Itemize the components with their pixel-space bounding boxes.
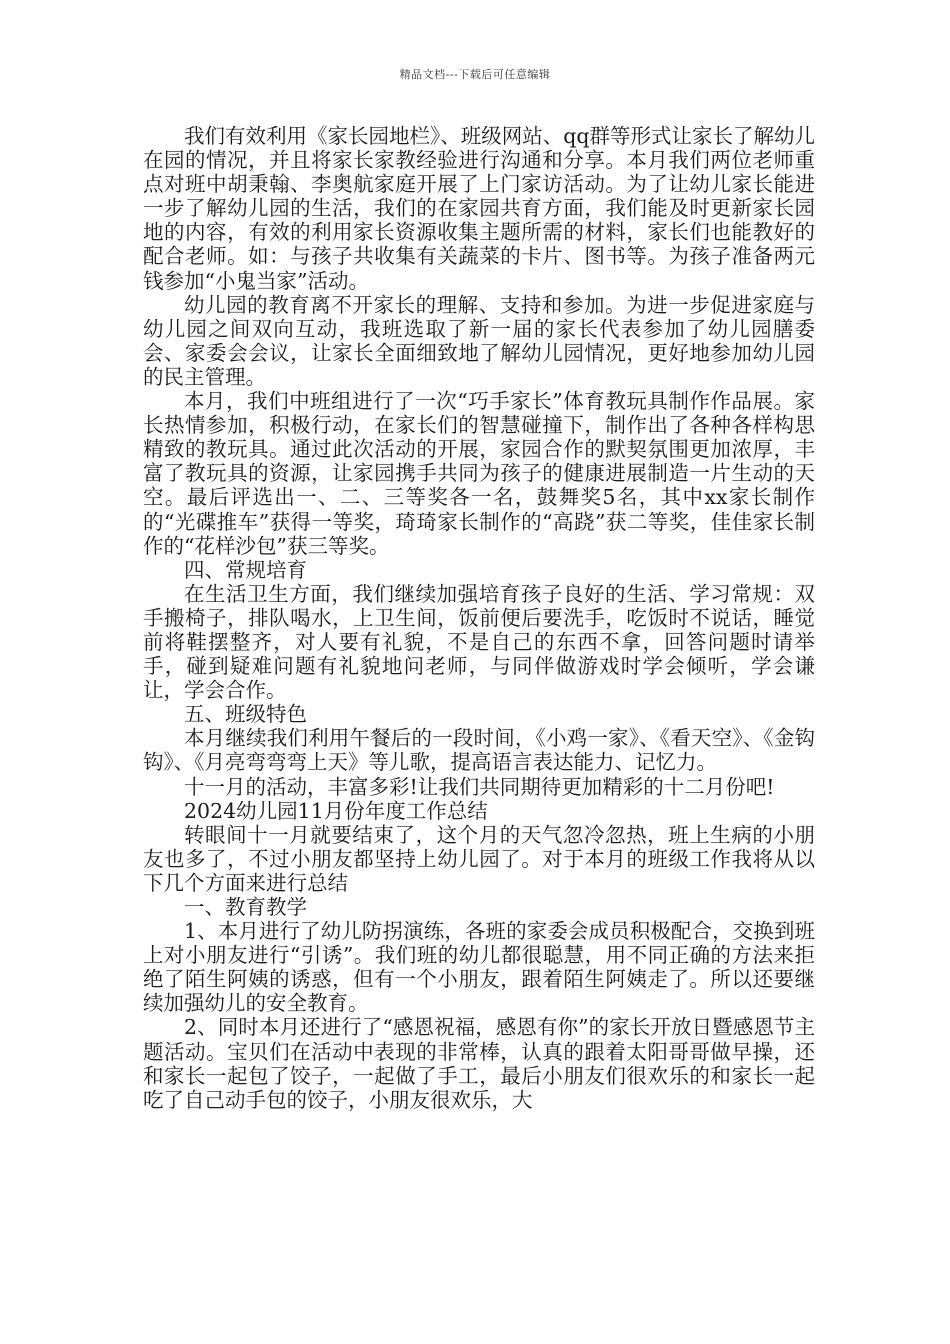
paragraph-introduction: 转眼间十一月就要结束了，这个月的天气忽冷忽热，班上生病的小朋友也多了，不过小朋友都坚持上幼儿园了。对于本月的班级工作我将从以下几个方面来进行总结	[143, 822, 815, 895]
paragraph-toy-exhibition: 本月，我们中班组进行了一次“巧手家长”体育教玩具制作作品展。家长热情参加，积极行动，在家长们的智慧碰撞下，制作出了各种各样构思精致的教玩具。通过此次活动的开展，家园合作的默契氛围更加浓厚，丰富了教玩具的资源，让家园携手共同为孩子的健康进展制造一片生动的天空。最后评选出一、二、三等奖各一名，鼓舞奖5名，其中xx家长制作的“光碟推车”获得一等奖，琦琦家长制作的“高跷”获二等奖，佳佳家长制作的“花样沙包”获三等奖。	[143, 389, 815, 558]
section-heading-class-features: 五、班级特色	[184, 702, 307, 727]
page-header: 精品文档---下载后可任意编辑	[399, 68, 551, 81]
paragraph-closing-remark: 十一月的活动，丰富多彩!让我们共同期待更加精彩的十二月份吧!	[184, 774, 775, 799]
section-heading-routine-training: 四、常规培育	[184, 557, 307, 582]
paragraph-home-communication: 我们有效利用《家长园地栏》、班级网站、qq群等形式让家长了解幼儿在园的情况，并且将家长家教经验进行沟通和分享。本月我们两位老师重点对班中胡秉翰、李奥航家庭开展了上门家访活动。为了让幼儿家长能进一步了解幼儿园的生活，我们的在家园共育方面，我们能及时更新家长园地的内容，有效的利用家长资源收集主题所需的材料，家长们也能教好的配合老师。如：与孩子共收集有关蔬菜的卡片、图书等。为孩子准备两元钱参加“小鬼当家”活动。	[143, 124, 815, 293]
paragraph-anti-abduction-drill: 1、本月进行了幼儿防拐演练，各班的家委会成员积极配合，交换到班上对小朋友进行“引诱”。我们班的幼儿都很聪慧，用不同正确的方法来拒绝了陌生阿姨的诱惑，但有一个小朋友，跟着陌生阿姨走了。所以还要继续加强幼儿的安全教育。	[143, 919, 815, 1016]
paragraph-routine-habits: 在生活卫生方面，我们继续加强培育孩子良好的生活、学习常规：双手搬椅子，排队喝水，上卫生间，饭前便后要洗手，吃饭时不说话，睡觉前将鞋摆整齐，对人要有礼貌，不是自己的东西不拿，回答问题时请举手，碰到疑难问题有礼貌地问老师，与同伴做游戏时学会倾听，学会谦让，学会合作。	[143, 581, 815, 703]
paragraph-nursery-rhymes: 本月继续我们利用午餐后的一段时间，《小鸡一家》、《看天空》、《金钩钩》、《月亮弯弯弯上天》等儿歌，提高语言表达能力、记忆力。	[143, 726, 815, 775]
document-title: 2024幼儿园11月份年度工作总结	[184, 798, 488, 823]
paragraph-parent-participation: 幼儿园的教育离不开家长的理解、支持和参加。为进一步促进家庭与幼儿园之间双向互动，我班选取了新一届的家长代表参加了幼儿园膳委会、家委会会议，让家长全面细致地了解幼儿园情况，更好地参加幼儿园的民主管理。	[143, 292, 815, 389]
document-body	[143, 124, 815, 1112]
paragraph-thanksgiving-open-day: 2、同时本月还进行了“感恩祝福，感恩有你”的家长开放日暨感恩节主题活动。宝贝们在活动中表现的非常棒，认真的跟着太阳哥哥做早操，还和家长一起包了饺子，一起做了手工，最后小朋友们很欢乐的和家长一起吃了自己动手包的饺子，小朋友很欢乐，大	[143, 1015, 815, 1112]
section-heading-education: 一、教育教学	[184, 895, 307, 919]
